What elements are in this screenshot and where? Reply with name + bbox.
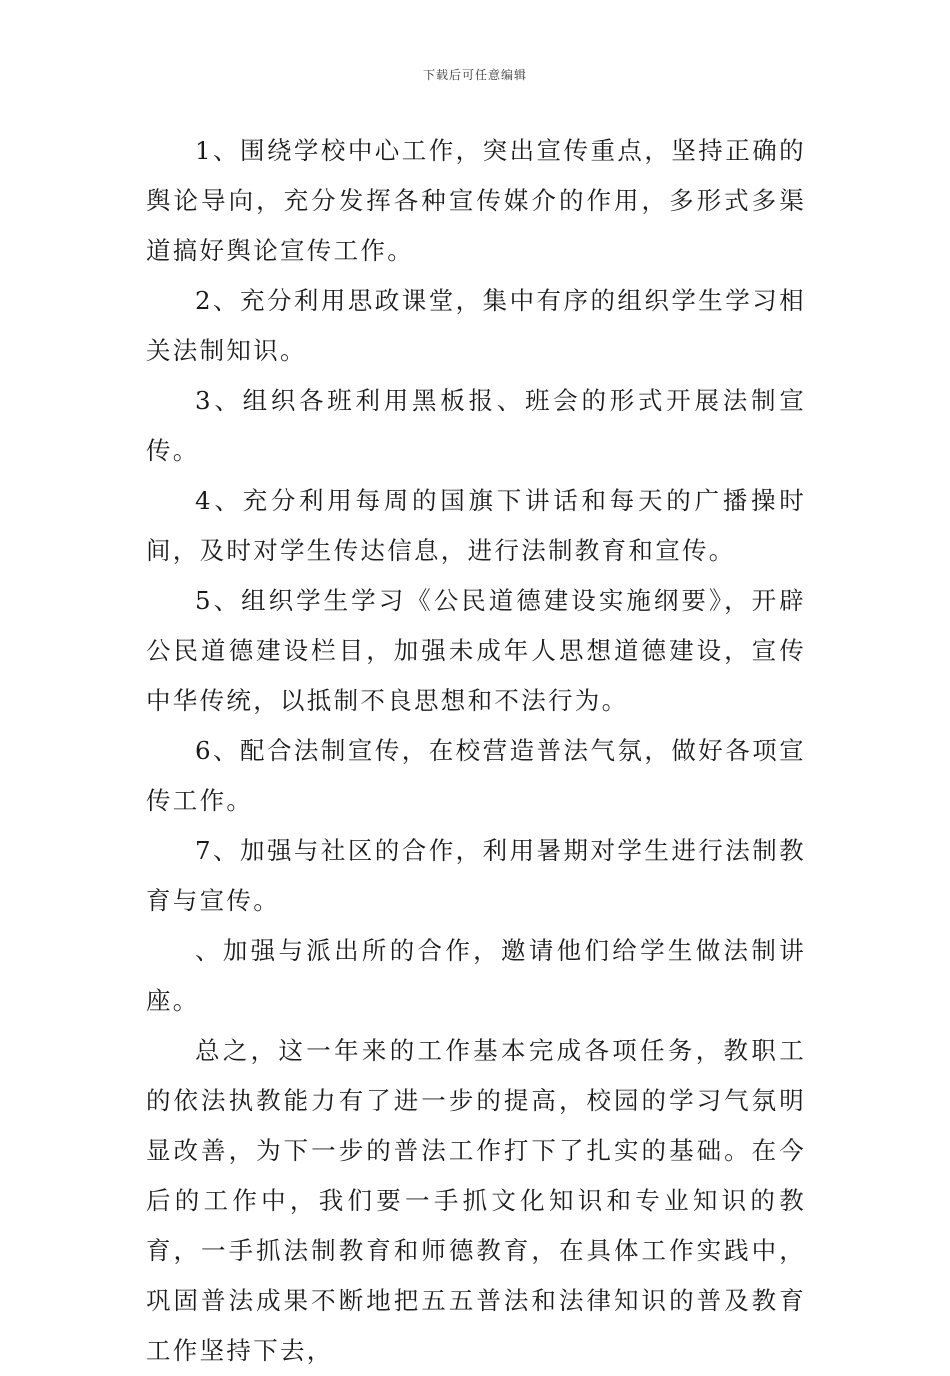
paragraph-1: 1、围绕学校中心工作，突出宣传重点，坚持正确的舆论导向，充分发挥各种宣传媒介的作用，多形式多渠道搞好舆论宣传工作。: [146, 136, 806, 265]
paragraph-summary: 总之，这一年来的工作基本完成各项任务，教职工的依法执教能力有了进一步的提高，校园的学习气氛明显改善，为下一步的普法工作打下了扎实的基础。在今后的工作中，我们要一手抓文化知识和专业知识的教育，一手抓法制教育和师德教育，在具体工作实践中，巩固普法成果不断地把五五普法和法律知识的普及教育工作坚持下去，: [146, 1036, 806, 1365]
header-note: 下载后可任意编辑: [422, 68, 527, 82]
paragraph-8: 、加强与派出所的合作，邀请他们给学生做法制讲座。: [146, 936, 806, 1015]
paragraph-3: 3、组织各班利用黑板报、班会的形式开展法制宣传。: [146, 386, 806, 465]
paragraph-5: 5、组织学生学习《公民道德建设实施纲要》，开辟公民道德建设栏目，加强未成年人思想道德建设，宣传中华传统，以抵制不良思想和不法行为。: [146, 586, 806, 715]
paragraph-4: 4、充分利用每周的国旗下讲话和每天的广播操时间，及时对学生传达信息，进行法制教育和宣传。: [146, 486, 806, 565]
paragraph-2: 2、充分利用思政课堂，集中有序的组织学生学习相关法制知识。: [146, 286, 806, 365]
document-body: [146, 126, 806, 1376]
paragraph-7: 7、加强与社区的合作，利用暑期对学生进行法制教育与宣传。: [146, 836, 806, 915]
paragraph-6: 6、配合法制宣传，在校营造普法气氛，做好各项宣传工作。: [146, 736, 806, 815]
